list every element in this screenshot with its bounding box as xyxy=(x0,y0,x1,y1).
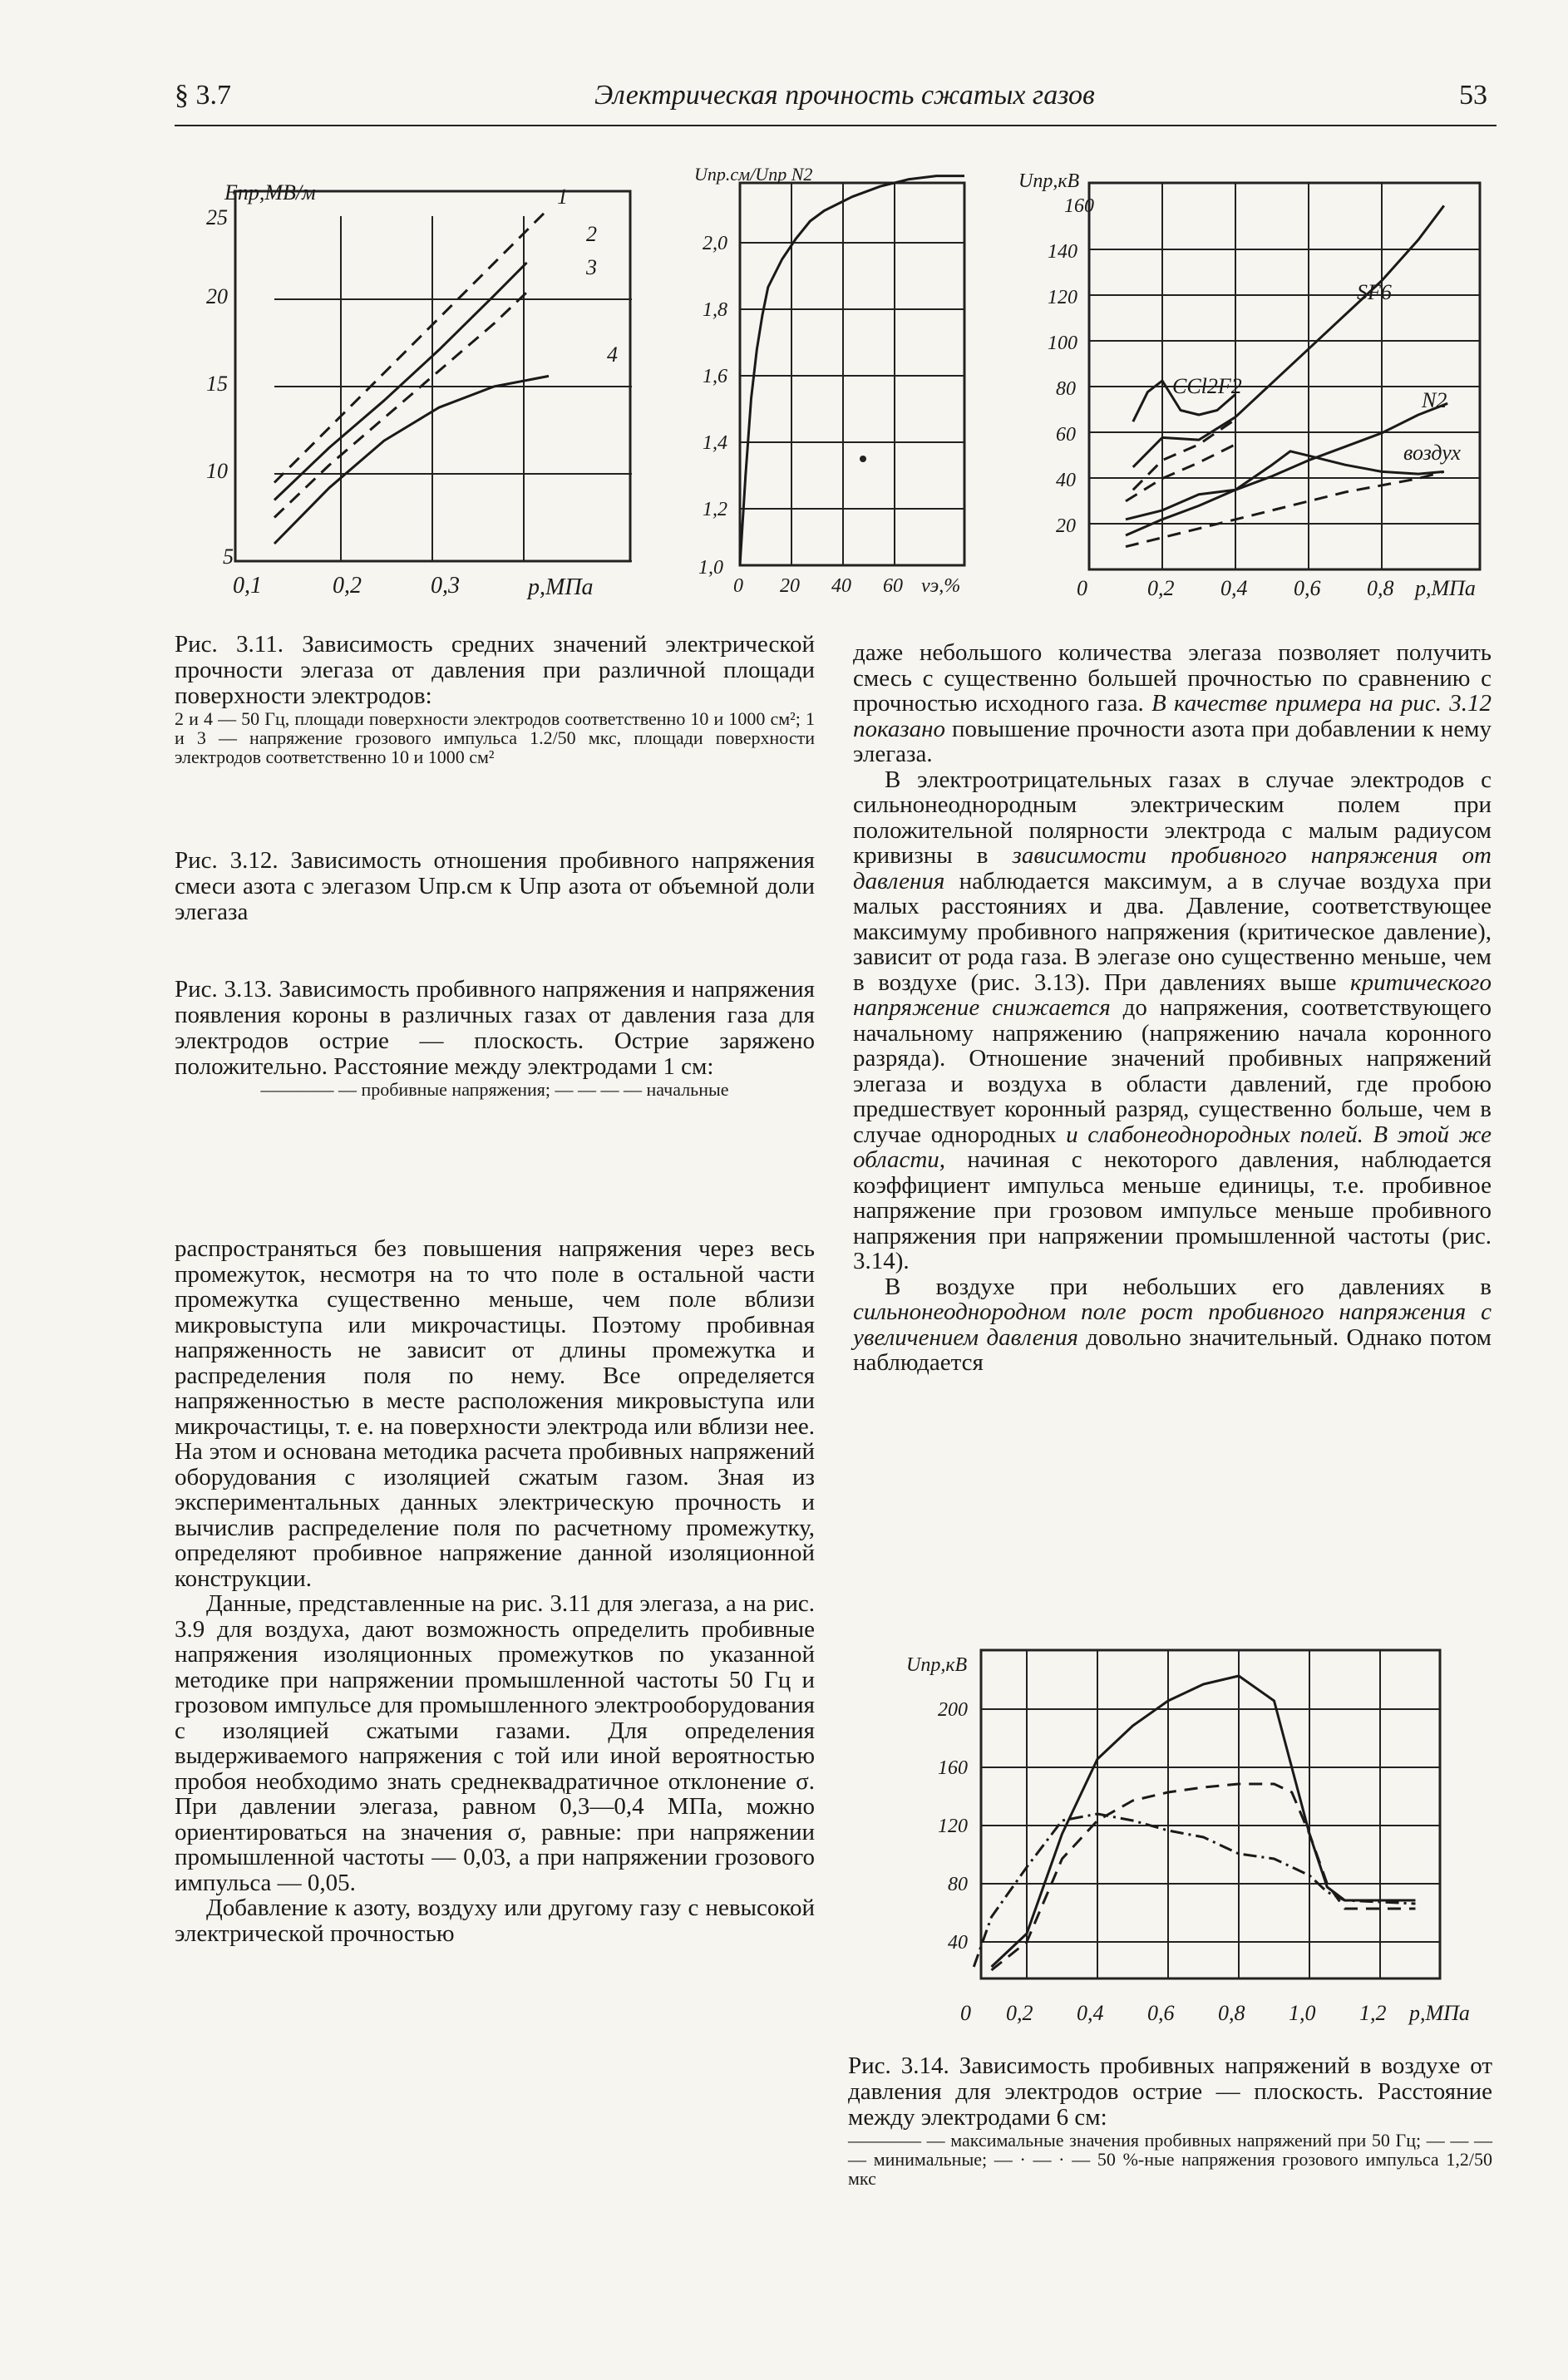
fig313-ytick: 20 xyxy=(1056,515,1076,537)
fig313-ytick: 100 xyxy=(1048,333,1077,354)
fig312-ytick: 1,4 xyxy=(703,432,727,454)
section-number: § 3.7 xyxy=(175,80,231,111)
body-right-paragraph-3: В воздухе при небольших его давлениях в сильнонеоднородном поле рост пробивного напряжения с увеличением давления довольно значительный. Однако потом наблюдается xyxy=(853,1273,1492,1376)
fig3-13-series-2 xyxy=(1133,420,1235,490)
body-right-paragraph-1: даже небольшого количества элегаза позволяет получить смесь с существенно большей прочностью по сравнению с прочностью исходного газа. В качестве примера на рис. 3.12 показано повышение прочности азота при добавлении к нему элегаза. xyxy=(853,639,1492,767)
fig312-grid xyxy=(740,183,964,565)
caption-fig-3-13-legend: ———— — пробивные напряжения; — — — — начальные xyxy=(260,1079,729,1100)
fig314-xtick: 0,6 xyxy=(1147,2001,1175,2025)
caption-fig-3-14-text: Рис. 3.14. Зависимость пробивных напряжений в воздухе от давления для электродов острие — плоскость. Расстояние между электродами 6 см: xyxy=(848,2052,1492,2131)
fig311-ytick: 15 xyxy=(206,372,228,396)
fig312-xtick: 0 xyxy=(733,575,743,597)
fig313-xtick: 0,6 xyxy=(1294,576,1321,600)
caption-fig-3-11-detail: 2 и 4 — 50 Гц, площади поверхности электродов соответственно 10 и 1000 см²; 1 и 3 — напряжение грозового импульса 1.2/50 мкс, площади поверхности электродов соответственно 10 и 1000 см² xyxy=(175,708,815,767)
fig311-xtick: 0,3 xyxy=(431,573,460,599)
fig312-ytick: 1,0 xyxy=(698,557,723,579)
caption-fig-3-11 xyxy=(175,632,815,766)
body-right-column xyxy=(853,640,1492,1376)
caption-fig-3-14 xyxy=(848,2053,1492,2188)
fig311-xlabel: p,МПа xyxy=(528,574,594,600)
caption-fig-3-11-text: Рис. 3.11. Зависимость средних значений электрической прочности элегаза от давления при различной площади поверхности электродов: xyxy=(175,631,815,709)
fig3-11-series-2 xyxy=(274,263,527,500)
caption-fig-3-14-legend: ———— — максимальные значения пробивных напряжений при 50 Гц; — — — — минимальные; — · — · — 50 %-ные напряжения грозового импульса 1,2/50 мкс xyxy=(848,2130,1492,2189)
fig313-ylabel: Uпр,кВ xyxy=(1018,170,1080,192)
fig312-xtick: 60 xyxy=(883,575,903,597)
fig313-label-air: воздух xyxy=(1403,441,1461,465)
caption-fig-3-12-text: Рис. 3.12. Зависимость отношения пробивного напряжения смеси азота с элегазом Uпр.см к Uпр азота от объемной доли элегаза xyxy=(175,847,815,925)
fig313-ytick: 140 xyxy=(1048,241,1077,263)
fig313-label-n2: N2 xyxy=(1422,388,1447,412)
fig312-xtick: 40 xyxy=(831,575,851,597)
fig311-curve-label-2: 2 xyxy=(586,222,597,246)
figure-3-11 xyxy=(166,150,632,615)
header-rule xyxy=(175,125,1497,126)
fig3-13-series-5 xyxy=(1126,403,1447,520)
fig311-curve-label-3: 3 xyxy=(586,255,597,279)
fig312-ytick: 2,0 xyxy=(703,233,727,254)
fig314-ytick: 120 xyxy=(938,1816,968,1837)
fig311-curve-label-4: 4 xyxy=(607,342,618,367)
figure-3-14 xyxy=(906,1629,1497,2078)
figure-3-12 xyxy=(694,164,998,615)
fig312-ylabel: Uпр.см/Uпр N2 xyxy=(694,164,813,185)
fig311-ytick: 5 xyxy=(223,544,234,569)
fig314-ytick: 160 xyxy=(938,1757,968,1779)
fig314-xtick: 0 xyxy=(960,2001,971,2025)
caption-fig-3-13-text: Рис. 3.13. Зависимость пробивного напряжения и напряжения появления короны в различных газах от давления газа для электродов острие — плоскость. Острие заряжено положительно. Расстояние между электродами 1 см: xyxy=(175,976,815,1080)
fig311-ytick: 25 xyxy=(206,205,228,229)
page-number: 53 xyxy=(1459,80,1487,111)
fig313-ytick: 40 xyxy=(1056,470,1076,491)
fig3-14-series-3 xyxy=(974,1814,1415,1967)
fig313-ytick: 80 xyxy=(1056,378,1076,400)
fig311-ytick: 20 xyxy=(206,284,228,308)
fig313-ytick: 120 xyxy=(1048,287,1077,308)
fig3-13-series-1 xyxy=(1133,205,1444,467)
fig311-grid xyxy=(274,216,632,561)
fig313-frame xyxy=(1089,183,1480,569)
fig313-ytick: 160 xyxy=(1064,195,1094,217)
fig3-12-series-1 xyxy=(740,176,964,565)
fig3-13-series-6 xyxy=(1126,451,1444,535)
fig314-ytick: 200 xyxy=(938,1699,968,1721)
fig3-11-series-3 xyxy=(274,293,527,518)
fig314-xlabel: p,МПа xyxy=(1409,2001,1470,2025)
fig312-ytick: 1,6 xyxy=(703,366,727,387)
fig3-11-series-1 xyxy=(274,209,549,483)
fig313-xtick: 0 xyxy=(1077,576,1087,600)
fig314-xtick: 0,4 xyxy=(1077,2001,1104,2025)
fig313-label-ccl2f2: CCl2F2 xyxy=(1172,374,1242,398)
fig313-xtick: 0,4 xyxy=(1220,576,1248,600)
body-left-paragraph-3: Добавление к азоту, воздуху или другому газу с невысокой электрической прочностью xyxy=(175,1895,815,1947)
fig314-frame xyxy=(981,1650,1440,1978)
fig3-14-series-1 xyxy=(992,1676,1416,1967)
fig311-ylabel: Eпр,МВ/м xyxy=(224,180,316,204)
fig313-ytick: 60 xyxy=(1056,424,1076,446)
fig312-ytick: 1,2 xyxy=(703,499,727,520)
fig311-ytick: 10 xyxy=(206,459,228,483)
figure-3-13 xyxy=(1014,166,1513,615)
body-left-column xyxy=(175,1236,815,1946)
fig314-xtick: 1,0 xyxy=(1289,2001,1316,2025)
body-right-paragraph-2: В электроотрицательных газах в случае электродов с сильнонеоднородным электрическим полем при положительной полярности электрода с малым радиусом кривизны в зависимости пробивного напряжения от давления наблюдается максимум, а в случае воздуха при малых расстояниях и два. Давление, соответствующее максимуму пробивного напряжения (критическое давление), зависит от рода газа. В элегазе оно существенно меньше, чем в воздухе (рис. 3.13). При давлениях выше критического напряжение снижается до напряжения, соответствующего начальному напряжению (напряжению начала коронного разряда). Отношение значений пробивных напряжений элегаза и воздуха в области давлений, где пробою предшествует коронный разряд, существенно больше, чем в случае однородных и слабонеоднородных полей. В этой же области, начиная с некоторого давления, наблюдается коэффициент импульса меньше единицы, т.е. пробивное напряжение при грозовом импульсе меньше пробивного напряжения при напряжении промышленной частоты (рис. 3.14). xyxy=(853,766,1492,1274)
fig312-xlabel: vэ,% xyxy=(921,575,961,597)
fig313-xlabel: p,МПа xyxy=(1415,576,1476,600)
fig311-curve-label-1: 1 xyxy=(557,185,568,209)
fig314-ylabel: Uпр,кВ xyxy=(906,1654,968,1676)
fig311-xtick: 0,2 xyxy=(333,573,362,599)
fig314-xtick: 1,2 xyxy=(1359,2001,1387,2025)
caption-fig-3-12 xyxy=(175,848,815,925)
fig312-ytick: 1,8 xyxy=(703,299,727,321)
fig313-xtick: 0,8 xyxy=(1367,576,1394,600)
fig3-13-series-7 xyxy=(1126,471,1444,546)
fig314-ytick: 40 xyxy=(948,1932,968,1954)
fig314-xtick: 0,2 xyxy=(1006,2001,1033,2025)
running-title: Электрическая прочность сжатых газов xyxy=(594,80,1095,111)
fig312-xtick: 20 xyxy=(780,575,800,597)
body-left-paragraph-1: распространяться без повышения напряжения через весь промежуток, несмотря на то что поле в остальной части промежутка существенно меньше, чем поле вблизи микровыступа или микрочастицы. Поэтому пробивная напряженность не зависит от длины промежутка и распределения поля по нему. Все определяется напряженностью в месте расположения микровыступа или микрочастицы, т. е. на поверхности электрода или вблизи нее. На этом и основана методика расчета пробивных напряжений оборудования с изоляцией сжатым газом. Зная из экспериментальных данных электрическую прочность и вычислив распределение поля по расчетному промежутку, определяют пробивное напряжение данной изоляционной конструкции. xyxy=(175,1235,815,1592)
caption-fig-3-13 xyxy=(175,977,815,1099)
fig314-ytick: 80 xyxy=(948,1874,968,1895)
fig313-xtick: 0,2 xyxy=(1147,576,1175,600)
fig314-xtick: 0,8 xyxy=(1218,2001,1245,2025)
fig313-label-sf6: SF6 xyxy=(1357,280,1392,304)
fig311-xtick: 0,1 xyxy=(233,573,262,599)
body-left-paragraph-2: Данные, представленные на рис. 3.11 для элегаза, а на рис. 3.9 для воздуха, дают возможность определить пробивные напряжения изоляционных промежутков по указанной методике при напряжении промышленной частоты 50 Гц и грозовом импульсе для промышленного электрооборудования с изоляцией сжатыми газами. Для определения выдерживаемого напряжения с той или иной вероятностью пробоя необходимо знать среднеквадратичное отклонение σ. При давлении элегаза, равном 0,3—0,4 МПа, можно ориентироваться на значения σ, равные: при напряжении промышленной частоты — 0,03, а при напряжении грозового импульса — 0,05. xyxy=(175,1590,815,1896)
fig313-grid xyxy=(1089,183,1480,569)
fig312-dot xyxy=(860,456,866,462)
fig314-grid xyxy=(981,1650,1440,1978)
